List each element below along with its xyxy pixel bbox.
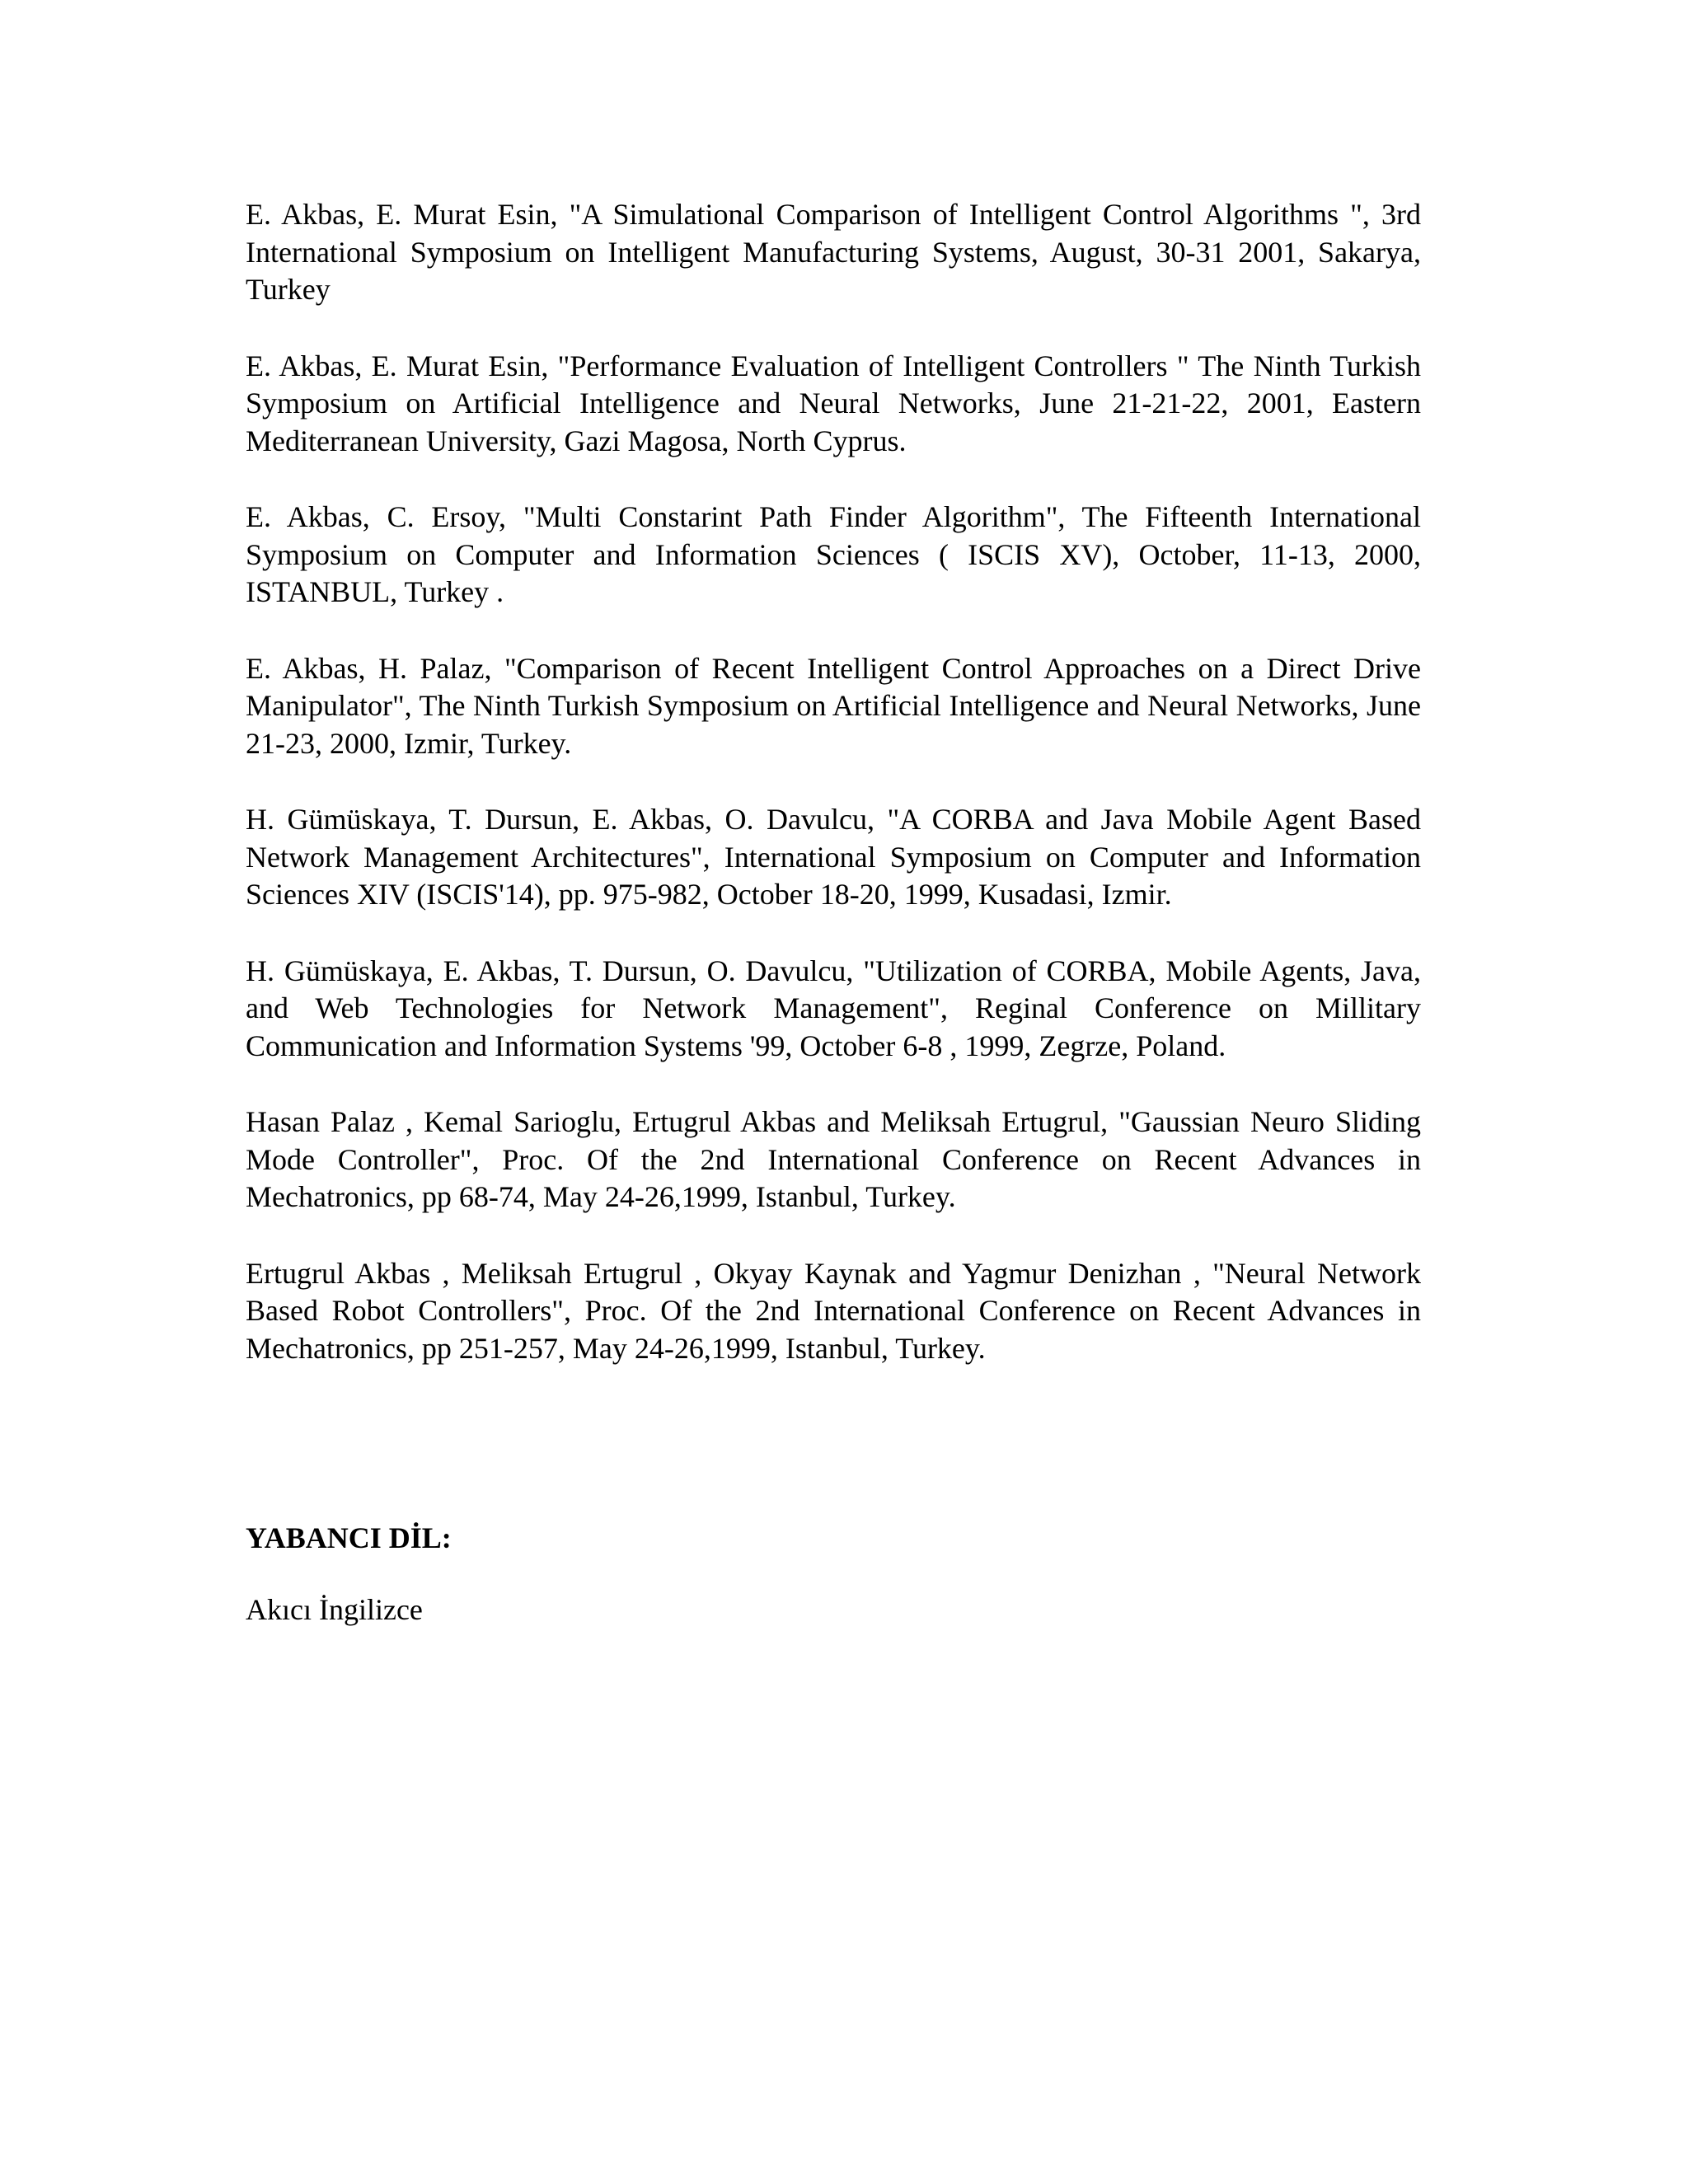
- reference-entry: E. Akbas, E. Murat Esin, "A Simulational Comparison of Intelligent Control Algorithms ", 3rd International Symposium on Intelligent Manufacturing Systems, August, 30-31 2001, Sakarya, Turkey: [246, 198, 1421, 306]
- reference-entry: Ertugrul Akbas , Meliksah Ertugrul , Okyay Kaynak and Yagmur Denizhan , "Neural Network Based Robot Controllers", Proc. Of the 2nd International Conference on Recent Advances in Mechatronics, pp 251-257, May 24-26,1999, Istanbul, Turkey.: [246, 1256, 1421, 1365]
- reference-entry: E. Akbas, H. Palaz, "Comparison of Recent Intelligent Control Approaches on a Direct Drive Manipulator", The Ninth Turkish Symposium on Artificial Intelligence and Neural Networks, June 21-23, 2000, Izmir, Turkey.: [246, 651, 1421, 760]
- reference-entry: E. Akbas, E. Murat Esin, "Performance Evaluation of Intelligent Controllers " The Ninth Turkish Symposium on Artificial Intelligence and Neural Networks, June 21-21-22, 2001, Eastern Mediterranean University, Gazi Magosa, North Cyprus.: [246, 349, 1421, 457]
- reference-entry: H. Gümüskaya, T. Dursun, E. Akbas, O. Davulcu, "A CORBA and Java Mobile Agent Based Network Management Architectures", International Symposium on Computer and Information Sciences XIV (ISCIS'14), pp. 975-982, October 18-20, 1999, Kusadasi, Izmir.: [246, 803, 1421, 911]
- foreign-language-value: Akıcı İngilizce: [246, 1593, 423, 1626]
- reference-entry: Hasan Palaz , Kemal Sarioglu, Ertugrul Akbas and Meliksah Ertugrul, "Gaussian Neuro Sliding Mode Controller", Proc. Of the 2nd International Conference on Recent Advances in Mechatronics, pp 68-74, May 24-26,1999, Istanbul, Turkey.: [246, 1105, 1421, 1213]
- foreign-language-heading: YABANCI DİL:: [246, 1521, 452, 1554]
- reference-entry: H. Gümüskaya, E. Akbas, T. Dursun, O. Davulcu, "Utilization of CORBA, Mobile Agents, Java, and Web Technologies for Network Management", Reginal Conference on Millitary Communication and Information Systems '99, October 6-8 , 1999, Zegrze, Poland.: [246, 954, 1421, 1062]
- reference-entry: E. Akbas, C. Ersoy, "Multi Constarint Path Finder Algorithm", The Fifteenth International Symposium on Computer and Information Sciences ( ISCIS XV), October, 11-13, 2000, ISTANBUL, Turkey .: [246, 500, 1421, 608]
- document-content: [246, 196, 1421, 1629]
